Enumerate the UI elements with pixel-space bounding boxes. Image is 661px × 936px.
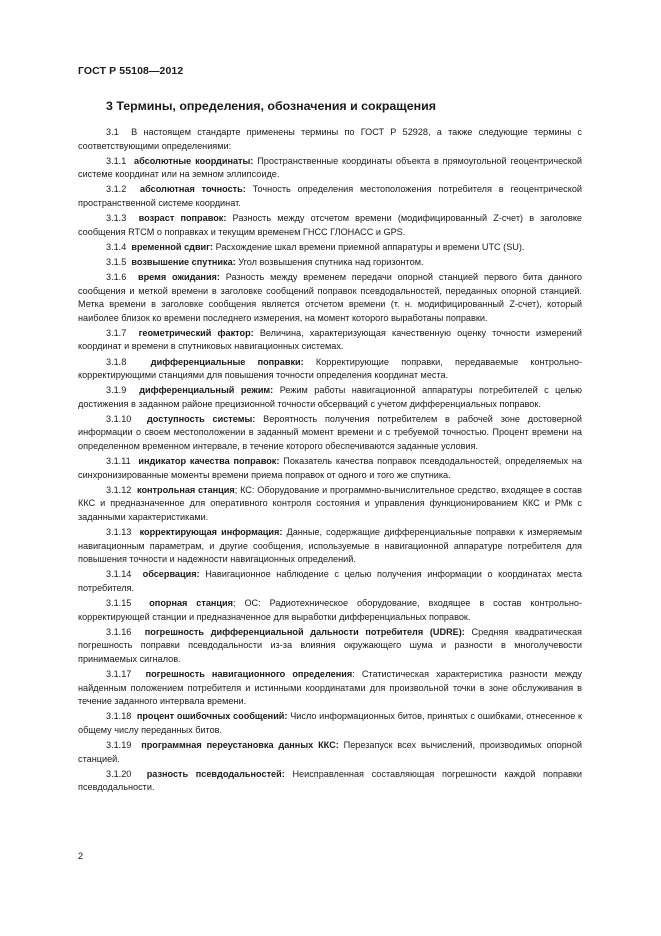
- term-paragraph: [78, 739, 582, 766]
- paragraph-number: 3.1.18: [106, 711, 132, 722]
- term-definition: Разность между временем передачи опорной станцией первого бита данного сообщения и меткой времени в заголовке сообщений поправок псевдодальностей, переданных опорной станцией. Метка времени в заголовке сообщения является отсчетом времени (т. н. модифицированный Z-счет), который наиболее близок ко времени последнего измерения, на момент которого выработаны поправки.: [78, 271, 582, 323]
- term-paragraph: [78, 710, 582, 737]
- term-definition: Точность определения местоположения потребителя в геоцентрической пространственной системе координат.: [78, 184, 582, 208]
- paragraph-number: 3.1.3: [106, 213, 127, 224]
- term-paragraph: [78, 626, 582, 667]
- term-name: разность псевдодальностей:: [146, 768, 285, 779]
- term-definition: Средняя квадратическая погрешность поправки псевдодальности из-за влияния окружающего шума и разности в многолучевости принимаемых сигналов.: [78, 626, 582, 664]
- term-definition: Данные, содержащие дифференциальные поправки к измеряемым навигационным параметрам, и другие сообщения, используемые в навигационной аппаратуре потребителя для повышения точности и надежности навигационных определений.: [78, 527, 582, 565]
- term-paragraph: [78, 568, 582, 595]
- paragraph-number: 3.1.13: [106, 527, 132, 538]
- term-paragraph: [78, 241, 582, 255]
- term-name: контрольная станция: [137, 484, 235, 495]
- term-definition: Показатель качества поправок псевдодальностей, определяемых на синхронизированные моменты времени приема поправок от одного и того же спутника.: [78, 456, 582, 480]
- term-name: процент ошибочных сообщений:: [136, 711, 288, 722]
- paragraph-number: 3.1.12: [106, 484, 132, 495]
- term-definition: Режим работы навигационной аппаратуры потребителей с целью достижения в заданном районе прецизионной точности обсерваций с учетом дифференциальных поправок.: [78, 385, 582, 409]
- term-name: погрешность дифференциальной дальности потребителя (UDRE):: [144, 626, 465, 637]
- term-paragraph: [78, 384, 582, 411]
- term-definition: Вероятность получения потребителем в рабочей зоне достоверной информации о своем местоположении в заданный момент времени и с требуемой точностью. Процент времени на определенном временном интервале, в течение которого обеспечиваются заданные условия.: [78, 413, 582, 452]
- term-name: дифференциальные поправки:: [150, 356, 304, 367]
- page-number: 2: [78, 851, 84, 861]
- term-name: программная переустановка данных ККС:: [141, 740, 339, 751]
- paragraph-number: 3.1.10: [106, 413, 132, 424]
- term-definition: Разность между отсчетом времени (модифицированный Z-счет) в заголовке сообщения RTCM о поправках и текущим временем ГНСС ГЛОНАСС и GPS.: [78, 213, 582, 237]
- paragraph-number: 3.1.8: [106, 356, 127, 367]
- term-definition: Пространственные координаты объекта в прямоугольной геоцентрической системе координат или на земном эллипсоиде.: [78, 155, 582, 180]
- section-title: 3 Термины, определения, обозначения и сокращения: [106, 99, 436, 113]
- term-paragraph: [78, 155, 582, 182]
- term-paragraph: [78, 484, 582, 525]
- paragraph-number: 3.1.20: [106, 768, 132, 779]
- term-separator: :: [352, 669, 355, 680]
- term-definition: В настоящем стандарте применены термины по ГОСТ Р 52928, а также следующие термины с соответствующими определениями:: [78, 127, 582, 151]
- paragraph-number: 3.1.19: [106, 740, 132, 751]
- term-paragraph: [78, 768, 582, 795]
- term-paragraph: [78, 413, 582, 454]
- term-name: обсервация:: [142, 569, 200, 580]
- standard-header: ГОСТ Р 55108—2012: [78, 65, 184, 77]
- paragraph-number: 3.1.2: [106, 184, 127, 195]
- term-definition: Число информационных битов, принятых с ошибками, отнесенное к общему числу переданных битов.: [78, 711, 582, 735]
- term-paragraph: [78, 597, 582, 624]
- term-name: временной сдвиг:: [131, 241, 214, 252]
- term-paragraph: [78, 356, 582, 383]
- term-definition: Корректирующие поправки, передаваемые контрольно-корректирующими станциями для повышения точности определения координат места.: [78, 356, 583, 381]
- term-definition: Угол возвышения спутника над горизонтом.: [238, 256, 424, 267]
- term-paragraph: [78, 455, 582, 482]
- term-name: возвышение спутника:: [131, 256, 236, 267]
- term-paragraph: [78, 271, 582, 325]
- term-name: доступность системы:: [147, 413, 256, 424]
- term-name: возраст поправок:: [138, 213, 227, 224]
- term-name: абсолютная точность:: [140, 184, 246, 195]
- paragraph-number: 3.1.17: [106, 669, 132, 680]
- paragraph-number: 3.1.15: [106, 598, 132, 609]
- term-name: опорная станция: [149, 598, 233, 609]
- term-definition: Величина, характеризующая качественную оценку точности измерений координат и времени в спутниковых навигационных системах.: [78, 327, 582, 352]
- term-definition: Расхождение шкал времени приемной аппаратуры и времени UTC (SU).: [215, 241, 525, 252]
- paragraph-number: 3.1.6: [106, 271, 127, 282]
- term-name: индикатор качества поправок:: [138, 456, 280, 467]
- term-paragraph: [78, 256, 582, 270]
- paragraph-number: 3.1.14: [106, 569, 132, 580]
- term-name: время ожидания:: [137, 271, 220, 282]
- term-paragraph: [78, 526, 582, 567]
- term-paragraph: [78, 183, 582, 210]
- term-name: корректирующая информация:: [139, 527, 283, 538]
- term-definition: Радиотехническое оборудование, входящее в состав контрольно-корректирующей станции и предназначенное для выработки дифференциальных поправок.: [78, 598, 582, 622]
- term-name: погрешность навигационного определения: [145, 669, 353, 680]
- paragraph-number: 3.1.16: [106, 626, 132, 637]
- paragraph-number: 3.1.7: [106, 327, 127, 338]
- term-separator: ; КС:: [234, 484, 255, 495]
- term-definition: Навигационное наблюдение с целью получения информации о координатах места потребителя.: [78, 569, 582, 593]
- term-definition: Статистическая характеристика разности между найденным положением потребителя и истинными координатами для произвольной точки в зоне обслуживания в течение заданного интервала времени.: [78, 669, 582, 707]
- terms-body: [78, 126, 582, 796]
- term-separator: ; ОС:: [232, 598, 261, 609]
- paragraph-number: 3.1.11: [106, 456, 131, 467]
- term-name: дифференциальный режим:: [139, 385, 274, 396]
- term-name: абсолютные координаты:: [134, 155, 254, 166]
- paragraph-number: 3.1.5: [106, 256, 127, 267]
- term-definition: Перезапуск всех вычислений, производимых опорной станцией.: [78, 740, 582, 764]
- paragraph-number: 3.1.1: [106, 155, 127, 166]
- paragraph-number: 3.1.4: [106, 241, 127, 252]
- term-paragraph: [78, 668, 582, 709]
- term-paragraph: [78, 212, 582, 239]
- paragraph-number: 3.1: [106, 127, 119, 137]
- term-definition: Оборудование и программно-вычислительное средство, входящее в состав ККС и предназначенное для оперативного контроля состояния и управления функционированием ККС и РМк с заданными характеристиками.: [78, 484, 582, 523]
- paragraph-number: 3.1.9: [106, 385, 127, 396]
- term-definition: Неисправленная составляющая погрешности каждой поправки псевдодальности.: [78, 768, 582, 793]
- term-paragraph: [78, 327, 582, 354]
- term-name: геометрический фактор:: [138, 327, 254, 338]
- term-paragraph: [78, 126, 582, 153]
